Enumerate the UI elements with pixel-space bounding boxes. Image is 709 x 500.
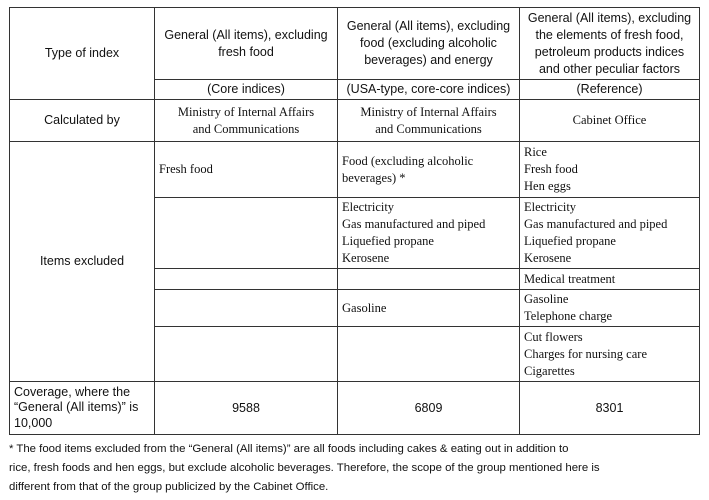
coverage-value-core: 9588 — [155, 382, 338, 435]
excluded-item: Liquefied propane — [342, 234, 434, 248]
excluded-item: Medical treatment — [524, 271, 616, 286]
subtitle-reference: (Reference) — [520, 80, 700, 100]
calc-line: Ministry of Internal Affairs — [360, 104, 497, 119]
excluded-cell — [520, 327, 700, 382]
footnote — [9, 440, 701, 497]
calculated-by-label — [10, 100, 155, 142]
col3-title-line: the elements of fresh food, — [535, 27, 684, 42]
excluded-item: Cut flowers — [524, 329, 583, 344]
excluded-item: Cigarettes — [524, 363, 575, 378]
items-excluded-label — [10, 142, 155, 382]
coverage-label-line: “General (All items)” is — [14, 400, 139, 415]
excluded-item: Electricity — [342, 200, 395, 214]
excluded-item: Gasoline — [342, 300, 387, 315]
excluded-item: Gas manufactured and piped — [524, 217, 668, 231]
footnote-line: different from that of the group publicized by the Cabinet Office. — [9, 481, 329, 493]
excluded-cell — [338, 142, 520, 198]
excluded-cell — [520, 269, 700, 290]
col3-title-line: General (All items), excluding — [527, 10, 692, 25]
subtitle-core-core: (USA-type, core-core indices) — [338, 80, 520, 100]
excluded-cell — [155, 142, 338, 198]
col1-title-line: General (All items), excluding — [164, 27, 328, 42]
excluded-cell — [520, 142, 700, 198]
coverage-label-line: 10,000 — [14, 415, 53, 430]
excluded-item: Kerosene — [342, 251, 390, 265]
excluded-item: Liquefied propane — [524, 234, 616, 248]
excluded-cell — [155, 327, 338, 382]
excluded-cell — [338, 327, 520, 382]
excluded-item: Kerosene — [524, 251, 572, 265]
header-row — [10, 8, 700, 80]
col1-title-line: fresh food — [218, 44, 274, 59]
calculated-by-row — [10, 100, 700, 142]
col3-title-line: petroleum products indices — [534, 44, 685, 59]
calculated-by-core-core — [338, 100, 520, 142]
type-of-index-text: Type of index — [44, 46, 120, 60]
excluded-item: Gas manufactured and piped — [342, 217, 486, 231]
calc-line: and Communications — [375, 121, 482, 136]
excluded-item: Electricity — [524, 200, 577, 214]
calculated-by-text: Calculated by — [44, 113, 120, 127]
footnote-line: * The food items excluded from the “General (All items)” are all foods including cakes & eating out in addition to — [9, 443, 569, 455]
col3-title-line: and other peculiar factors — [538, 61, 681, 76]
excluded-item: Telephone charge — [524, 309, 613, 323]
coverage-value-core-core: 6809 — [338, 382, 520, 435]
calc-line: and Communications — [192, 121, 300, 136]
excluded-cell — [338, 269, 520, 290]
excluded-item: Food (excluding alcoholic — [342, 153, 474, 168]
type-of-index-label — [10, 8, 155, 100]
subtitle-core: (Core indices) — [155, 80, 338, 100]
col2-title-line: food (excluding alcoholic — [360, 36, 497, 50]
column-header-core — [155, 8, 338, 80]
excluded-item: beverages) * — [342, 170, 406, 185]
excluded-item: Charges for nursing care — [524, 346, 647, 361]
excluded-cell — [520, 290, 700, 327]
col2-title-line: beverages) and energy — [364, 53, 493, 67]
excluded-cell — [338, 198, 520, 269]
price-index-comparison-table — [9, 7, 700, 435]
excluded-cell — [155, 198, 338, 269]
excluded-item: Fresh food — [524, 162, 578, 176]
excluded-item: Rice — [524, 145, 547, 159]
excluded-item: Fresh food — [159, 162, 213, 176]
coverage-label — [10, 382, 155, 435]
excluded-item: Hen eggs — [524, 179, 571, 193]
col2-title-line: General (All items), excluding — [346, 19, 511, 33]
excluded-cell — [338, 290, 520, 327]
coverage-value-reference: 8301 — [520, 382, 700, 435]
items-excluded-row — [10, 142, 700, 198]
items-excluded-text: Items excluded — [39, 254, 125, 268]
coverage-row — [10, 382, 700, 435]
calc-line: Cabinet Office — [572, 113, 647, 127]
footnote-line: rice, fresh foods and hen eggs, but exclude alcoholic beverages. Therefore, the scope of the group mentioned here is — [9, 462, 600, 474]
calculated-by-core — [155, 100, 338, 142]
excluded-item: Gasoline — [524, 292, 569, 306]
excluded-cell — [155, 290, 338, 327]
calc-line: Ministry of Internal Affairs — [177, 104, 315, 119]
coverage-label-line: Coverage, where the — [14, 384, 131, 399]
excluded-cell — [155, 269, 338, 290]
column-header-core-core — [338, 8, 520, 80]
calculated-by-reference — [520, 100, 700, 142]
column-header-reference — [520, 8, 700, 80]
excluded-cell — [520, 198, 700, 269]
